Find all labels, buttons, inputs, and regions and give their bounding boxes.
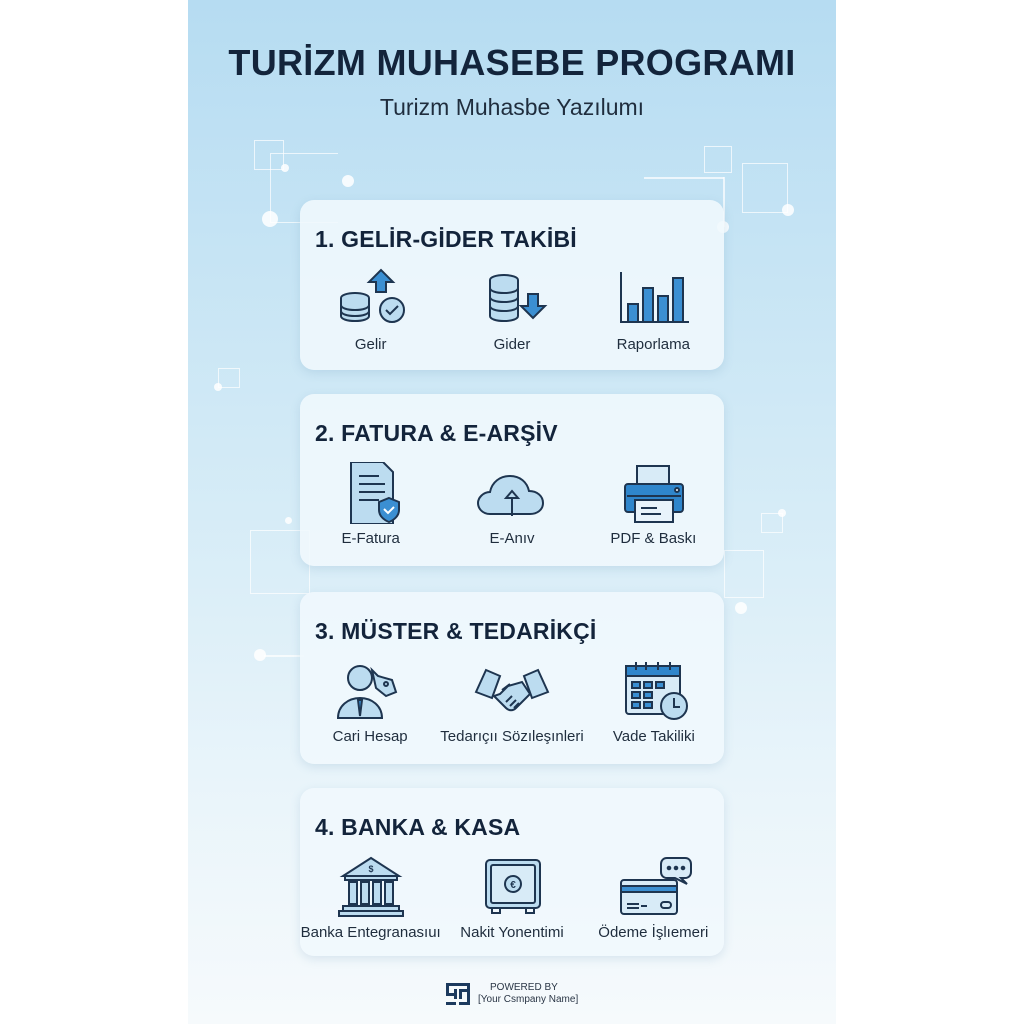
feature-label: Vade Takiliki bbox=[612, 728, 695, 745]
deco-square bbox=[742, 163, 788, 213]
deco-square bbox=[704, 146, 732, 173]
section-title: 4. BANKA & KASA bbox=[315, 814, 521, 840]
feature-label: E-Fatura bbox=[341, 530, 400, 547]
deco-dot bbox=[254, 649, 266, 661]
footer bbox=[446, 982, 578, 1006]
section-card-bank-cash bbox=[300, 788, 724, 956]
credit-card-chat-icon bbox=[613, 856, 693, 918]
page-subtitle: Turizm Muhasbe Yazılumı bbox=[379, 94, 645, 120]
feature-label: Nakit Yonentimi bbox=[460, 924, 564, 941]
deco-line bbox=[644, 177, 724, 179]
section-card-invoice-archive bbox=[300, 394, 724, 566]
feature-label: Banka Entegranasıuı bbox=[300, 924, 441, 941]
deco-square bbox=[724, 550, 764, 598]
feature-current-account[interactable] bbox=[300, 660, 440, 745]
deco-dot bbox=[281, 164, 289, 172]
section-title: 1. GELİR-GİDER TAKİBİ bbox=[315, 226, 577, 252]
database-arrow-down-icon bbox=[472, 268, 552, 330]
feature-label: Tedarıçıı Sözıleşınleri bbox=[440, 728, 584, 745]
section-card-customer-supplier bbox=[300, 592, 724, 764]
section-card-income-expense bbox=[300, 200, 724, 370]
feature-due-tracking[interactable] bbox=[584, 660, 724, 745]
feature-label: Ödeme İşlıemeri bbox=[598, 924, 709, 941]
powered-by-label: POWERED BY bbox=[490, 982, 558, 993]
deco-dot bbox=[778, 509, 786, 517]
cloud-upload-icon bbox=[472, 462, 552, 524]
poster bbox=[188, 0, 836, 1024]
company-logo-icon bbox=[446, 983, 470, 1005]
feature-e-archive[interactable] bbox=[441, 462, 582, 547]
feature-label: Raporlama bbox=[616, 336, 690, 353]
feature-income[interactable] bbox=[300, 268, 441, 353]
bank-icon bbox=[331, 856, 411, 918]
feature-supplier-contracts[interactable] bbox=[440, 660, 583, 745]
feature-pdf-print[interactable] bbox=[583, 462, 724, 547]
feature-cash-management[interactable] bbox=[441, 856, 582, 941]
feature-label: Gider bbox=[493, 336, 531, 353]
feature-reporting[interactable] bbox=[583, 268, 724, 353]
section-title: 3. MÜSTER & TEDARİKÇİ bbox=[315, 618, 597, 644]
feature-expense[interactable] bbox=[441, 268, 582, 353]
feature-label: Gelir bbox=[354, 336, 387, 353]
printer-icon bbox=[613, 462, 693, 524]
deco-dot bbox=[285, 517, 292, 524]
deco-dot bbox=[782, 204, 794, 216]
database-arrow-up-check-icon bbox=[331, 268, 411, 330]
feature-bank-integration[interactable] bbox=[300, 856, 441, 941]
deco-line bbox=[264, 655, 304, 657]
calendar-clock-icon bbox=[614, 660, 694, 722]
feature-e-invoice[interactable] bbox=[300, 462, 441, 547]
invoice-shield-icon bbox=[331, 462, 411, 524]
bar-chart-icon bbox=[613, 268, 693, 330]
company-name: [Your Csmpany Name] bbox=[478, 994, 579, 1005]
svg-text:$: $ bbox=[368, 864, 374, 874]
safe-icon bbox=[472, 856, 552, 918]
page-title: TURİZM MUHASEBE PROGRAMI bbox=[228, 42, 796, 83]
deco-dot bbox=[262, 211, 278, 227]
deco-dot bbox=[342, 175, 354, 187]
deco-dot bbox=[214, 383, 222, 391]
feature-label: PDF & Baskı bbox=[610, 530, 697, 547]
feature-label: Cari Hesap bbox=[332, 728, 408, 745]
svg-text:€: € bbox=[510, 880, 516, 891]
deco-dot bbox=[735, 602, 747, 614]
feature-label: E-Anıv bbox=[489, 530, 535, 547]
feature-payment-transactions[interactable] bbox=[583, 856, 724, 941]
section-title: 2. FATURA & E-ARŞİV bbox=[315, 420, 558, 446]
handshake-icon bbox=[472, 660, 552, 722]
user-tag-icon bbox=[330, 660, 410, 722]
